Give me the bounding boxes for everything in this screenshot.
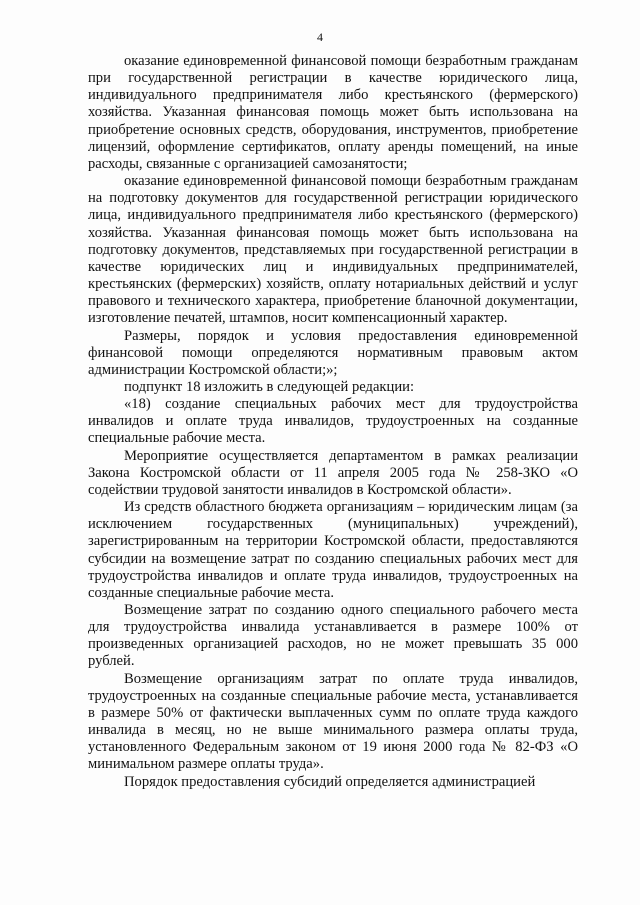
paragraph-subclause-18-text: «18) создание специальных рабочих мест для трудоустройства инвалидов и оплате труда инвалидов, трудоустроенных на созданные специальные рабочие места.: [88, 396, 578, 447]
paragraph-law-reference: Мероприятие осуществляется департаментом в рамках реализации Закона Костромской области от 11 апреля 2005 года № 258-ЗКО «О содействии трудовой занятости инвалидов в Костромской области».: [88, 447, 578, 498]
paragraph-subsidies: Из средств областного бюджета организациям – юридическим лицам (за исключением государственных (муниципальных) учреждений), зарегистрированным на территории Костромской области, предоставляются субсидии на возмещение затрат по созданию специальных рабочих мест для трудоустройства инвалидов и оплате труда инвалидов, трудоустроенных на созданные специальные рабочие места.: [88, 499, 578, 601]
paragraph-registration-docs-aid: оказание единовременной финансовой помощи безработным гражданам на подготовку документов для государственной регистрации юридического лица, индивидуального предпринимателя либо крестьянского (фермерского) хозяйства. Указанная финансовая помощь может быть использована на подготовку документов, представляемых при государственной регистрации в качестве юридических лиц и индивидуальных предпринимателей, крестьянских (фермерских) хозяйств, оплату нотариальных действий и услуг правового и технического характера, приобретение бланочной документации, изготовление печатей, штампов, носит компенсационный характер.: [88, 173, 578, 327]
paragraph-workplace-cost-reimbursement: Возмещение затрат по созданию одного специального рабочего места для трудоустройства инвалида устанавливается в размере 100% от произведенных организацией расходов, но не может превышать 35 000 рублей.: [88, 602, 578, 670]
paragraph-aid-terms: Размеры, порядок и условия предоставления единовременной финансовой помощи определяются нормативным правовым актом администрации Костромской области;»;: [88, 327, 578, 378]
document-body: [88, 53, 578, 791]
paragraph-self-employment-aid: оказание единовременной финансовой помощи безработным гражданам при государственной регистрации в качестве юридического лица, индивидуального предпринимателя либо крестьянского (фермерского) хозяйства. Указанная финансовая помощь может быть использована на приобретение основных средств, оборудования, инструментов, приобретение лицензий, оформление сертификатов, оплату аренды помещений, на иные расходы, связанные с организацией самозанятости;: [88, 53, 578, 172]
page-number: 4: [317, 30, 323, 44]
paragraph-subclause-18-intro: подпункт 18 изложить в следующей редакции:: [124, 378, 415, 395]
paragraph-subsidy-procedure: Порядок предоставления субсидий определяется администрацией: [124, 773, 536, 790]
paragraph-wage-reimbursement: Возмещение организациям затрат по оплате труда инвалидов, трудоустроенных на созданные специальные рабочие места, устанавливается в размере 50% от фактически выплаченных сумм по оплате труда каждого инвалида в месяц, но не выше минимального размера оплаты труда, установленного Федеральным законом от 19 июня 2000 года № 82-ФЗ «О минимальном размере оплаты труда».: [88, 670, 578, 773]
